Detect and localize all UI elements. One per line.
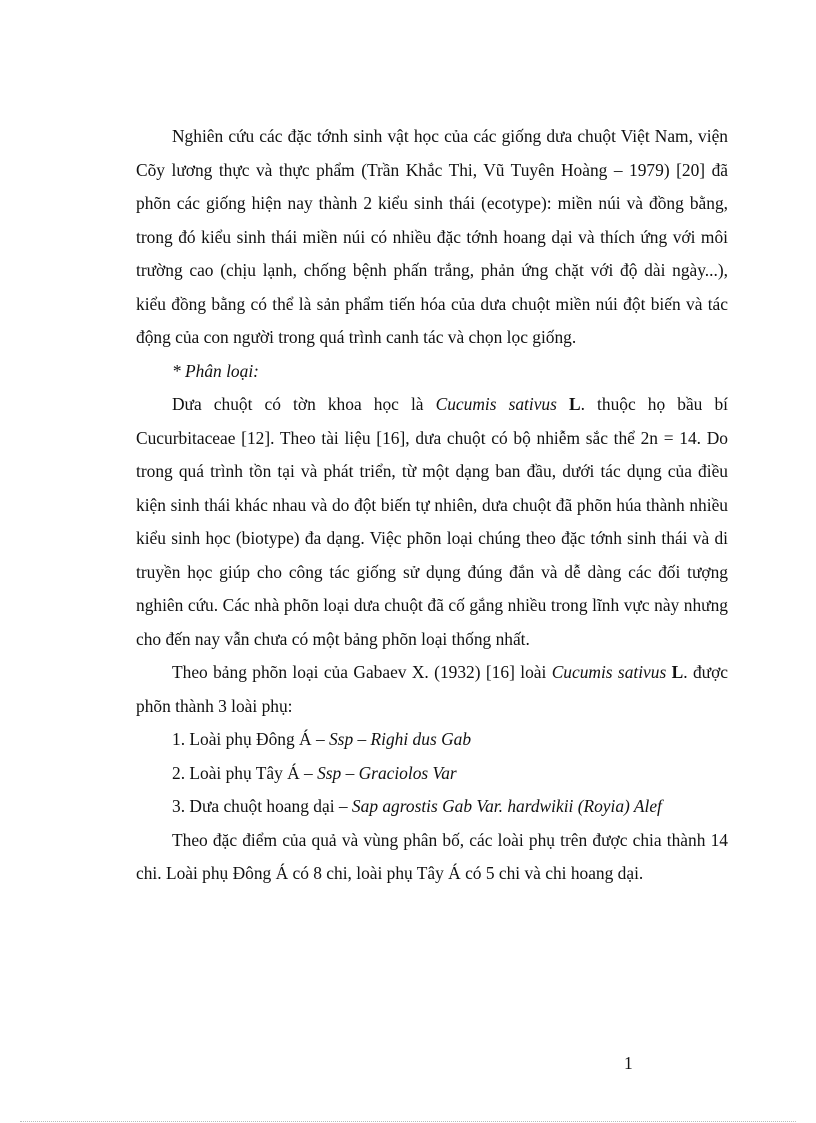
heading-classification: * Phân loại: bbox=[172, 360, 259, 381]
species-name: Cucumis sativus bbox=[435, 394, 557, 414]
paragraph-varieties: Theo đặc điểm của quả và vùng phân bố, các loài phụ trên được chia thành 14 chi. Loài phụ Đông Á có 8 chi, loài phụ Tây Á có 5 chi và chi hoang dại. bbox=[136, 829, 728, 883]
document-body bbox=[136, 120, 728, 891]
subspecies-list bbox=[136, 723, 728, 824]
footer-divider bbox=[20, 1121, 796, 1122]
author-abbrev: L bbox=[569, 394, 581, 414]
paragraph-scientific-name: Dưa chuột có tờn khoa học là Cucumis sativus L. thuộc họ bầu bí Cucurbitaceae [12]. Theo tài liệu [16], dưa chuột có bộ nhiễm sắc thể 2n = 14. Do trong quá trình tồn tại và phát triển, từ một dạng ban đầu, dưới tác dụng của điều kiện sinh thái khác nhau và do đột biến tự nhiên, dưa chuột đã phõn húa thành nhiều kiểu sinh học (biotype) đa dạng. Việc phõn loại chúng theo đặc tớnh sinh thái và di truyền học giúp cho công tác giống sử dụng đúng đắn và dễ dàng các đối tượng nghiên cứu. Các nhà phõn loại dưa chuột đã cố gắng nhiều trong lĩnh vực này nhưng cho đến nay vẫn chưa có một bảng phõn loại thống nhất. bbox=[136, 394, 728, 649]
list-item: 1. Loài phụ Đông Á – Ssp – Righi dus Gab bbox=[172, 729, 472, 749]
list-item: 2. Loài phụ Tây Á – Ssp – Graciolos Var bbox=[172, 762, 457, 783]
paragraph-ecotypes: Nghiên cứu các đặc tớnh sinh vật học của các giống dưa chuột Việt Nam, viện Cõy lương thực và thực phẩm (Trần Khắc Thi, Vũ Tuyên Hoàng – 1979) [20] đã phõn các giống hiện nay thành 2 kiểu sinh thái (ecotype): miền núi và đồng bằng, trong đó kiểu sinh thái miền núi có nhiều đặc tớnh hoang dại và thích ứng với môi trường cao (chịu lạnh, chống bệnh phấn trắng, phản ứng chặt với độ dài ngày...), kiểu đồng bằng có thể là sản phẩm tiến hóa của dưa chuột miền núi đột biến và tác động của con người trong quá trình canh tác và chọn lọc giống. bbox=[136, 126, 728, 347]
list-item: 3. Dưa chuột hoang dại – Sap agrostis Gab Var. hardwikii (Royia) Alef bbox=[172, 796, 662, 816]
page-number: 1 bbox=[624, 1053, 633, 1073]
species-name: Cucumis sativus bbox=[551, 662, 667, 682]
author-abbrev: L bbox=[671, 662, 684, 682]
paragraph-gabaev: Theo bảng phõn loại của Gabaev X. (1932) [16] loài Cucumis sativus L. được phõn thành 3 loài phụ: bbox=[136, 662, 728, 716]
